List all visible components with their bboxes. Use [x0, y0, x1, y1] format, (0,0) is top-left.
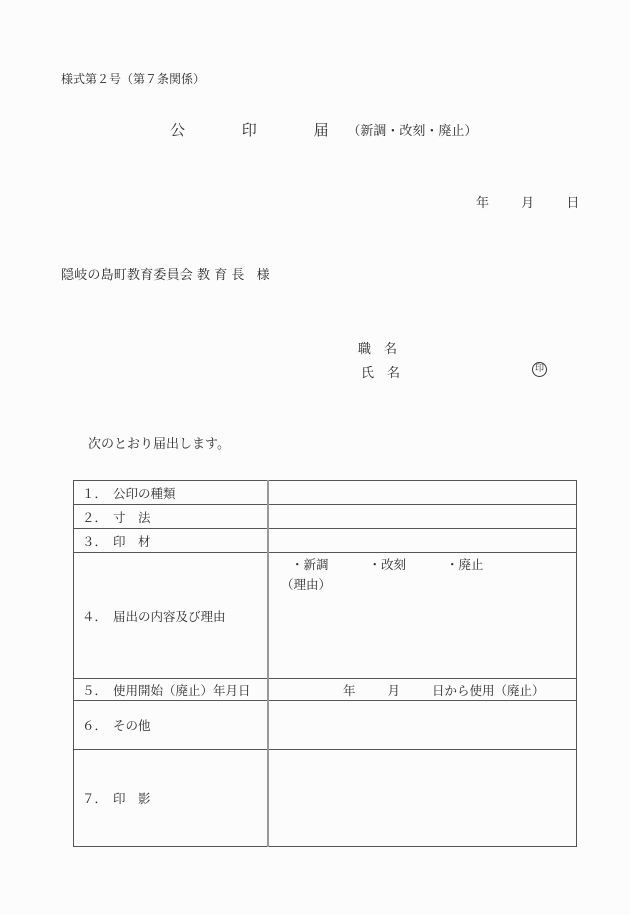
row-label-text: その他 [113, 718, 151, 733]
row-label-text: 公印の種類 [113, 485, 176, 501]
title-char-3: 届 [313, 121, 329, 139]
recipient-position-3: 長 [231, 268, 245, 283]
row-number: １． [82, 485, 108, 501]
row-label-other [74, 701, 269, 750]
recipient-organization: 隠岐の島町教育委員会 [61, 268, 194, 283]
title-subtitle: （新調・改刻・廃止） [347, 124, 478, 139]
other-field[interactable] [268, 701, 577, 750]
notification-table [73, 480, 577, 847]
recipient-position-1: 教 [197, 268, 211, 283]
seal-icon: 印 [532, 362, 547, 377]
recipient-honorific: 様 [256, 268, 270, 283]
row-number: ３． [82, 533, 108, 549]
title-char-2: 印 [241, 121, 257, 139]
material-field[interactable] [268, 529, 577, 553]
title-char-1: 公 [170, 121, 186, 139]
row-label-start-date [74, 679, 269, 701]
seal-impression-field[interactable] [268, 750, 577, 847]
row-number: ４． [82, 608, 108, 624]
row-label-seal-type [74, 481, 269, 505]
row-label-content-reason [74, 553, 269, 679]
table-row [74, 701, 577, 750]
table-row [74, 679, 577, 701]
recipient [61, 264, 270, 283]
seal-type-field[interactable] [268, 481, 577, 505]
row-label-text: 印 影 [113, 791, 151, 806]
row-number: ７． [82, 791, 108, 806]
date-year-label: 年 [476, 196, 490, 211]
table-row [74, 750, 577, 847]
usage-suffix-label: 日から使用（廃止） [432, 682, 545, 698]
row-label-text: 寸 法 [113, 509, 151, 525]
option-recarve[interactable]: ・改刻 [368, 557, 407, 572]
row-number: ５． [82, 682, 108, 698]
job-title-label: 職 名 [358, 342, 398, 357]
submission-date [476, 192, 579, 211]
row-label-text: 使用開始（廃止）年月日 [113, 682, 251, 698]
table-row [74, 481, 577, 505]
usage-year-label: 年 [343, 682, 356, 698]
option-abolish[interactable]: ・廃止 [446, 557, 484, 572]
recipient-position-2: 育 [214, 268, 228, 283]
row-label-size [74, 505, 269, 529]
row-label-material [74, 529, 269, 553]
table-row [74, 529, 577, 553]
start-date-field[interactable] [268, 679, 577, 701]
option-new[interactable]: ・新調 [291, 557, 329, 572]
reason-label: （理由） [281, 577, 332, 592]
notification-type-options [281, 555, 576, 573]
row-label-seal-impression [74, 750, 269, 847]
usage-month-label: 月 [387, 682, 401, 698]
row-number: ２． [82, 509, 108, 525]
row-label-text: 印 材 [113, 533, 151, 549]
page-title [170, 119, 477, 140]
table-row [74, 505, 577, 529]
date-month-label: 月 [521, 196, 535, 211]
row-label-text: 届出の内容及び理由 [113, 608, 226, 624]
name-label: 氏 名 [361, 366, 401, 381]
form-number: 様式第２号（第７条関係） [61, 72, 206, 86]
size-field[interactable] [268, 505, 577, 529]
row-number: ６． [82, 718, 108, 733]
table-row [74, 553, 577, 679]
intro-text: 次のとおり届出します。 [88, 437, 230, 452]
content-reason-field[interactable] [268, 553, 577, 679]
date-day-label: 日 [566, 196, 580, 211]
